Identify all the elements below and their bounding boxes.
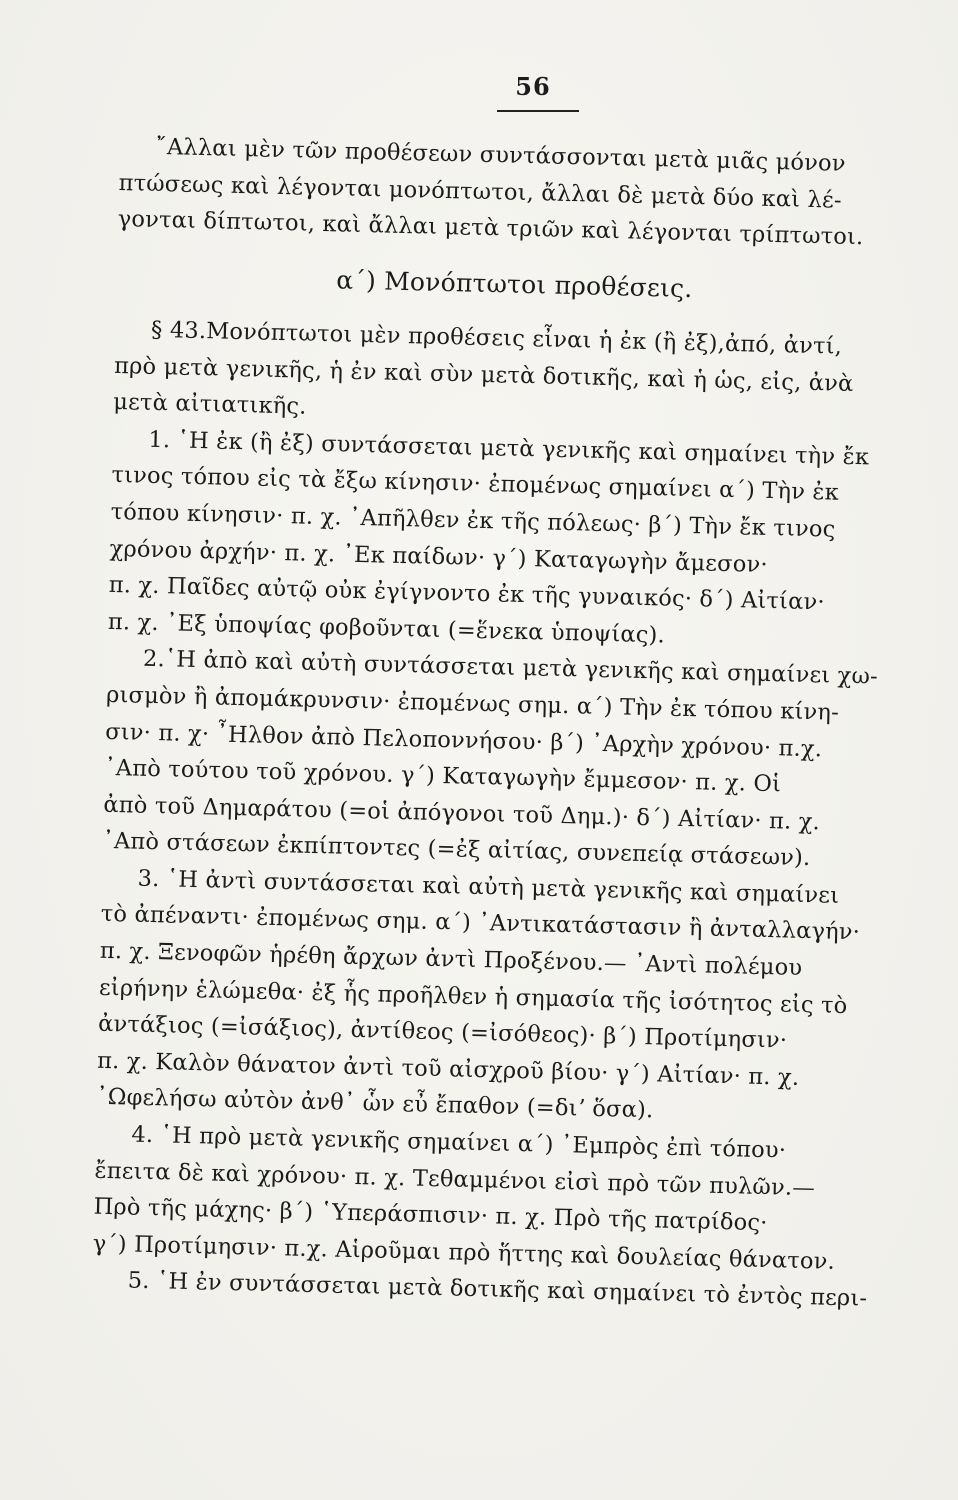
page-number: 56 — [515, 72, 551, 101]
text-line: ἀντάξιος (=ἰσάξιος), ἀντίθεος (=ἰσόθεος)· β΄) Προτίμησιν· — [97, 1010, 788, 1054]
text-line: τὸ ἀπέναντι· ἐπομένως σημ. α΄) ᾿Αντικατάστασιν ἢ ἀνταλλαγήν· — [100, 901, 861, 946]
text-line: τινος τόπου εἰς τὰ ἔξω κίνησιν· ἐπομένως σημαίνει α΄) Τὴν ἐκ — [111, 462, 840, 507]
text-line: γ΄) Προτίμησιν· π.χ. Αἱροῦμαι πρὸ ἥττης καὶ δουλείας θάνατον. — [92, 1230, 836, 1275]
text-line: μετὰ αἰτιατικῆς. — [112, 389, 307, 420]
text-line: ῎Αλλαι μὲν τῶν προθέσεων συντάσσονται μετὰ μιᾶς μόνον — [155, 133, 847, 177]
item-3-start: 3. ῾Η ἀντὶ συντάσσεται καὶ αὐτὴ μετὰ γενικῆς καὶ σημαίνει — [137, 865, 840, 909]
text-line: π. χ. Ξενοφῶν ἡρέθη ἄρχων ἀντὶ Προξένου.— ᾿Αντὶ πολέμου — [99, 937, 803, 981]
text-line: τόπου κίνησιν· π. χ. ᾿Απῆλθεν ἐκ τῆς πόλεως· β΄) Τὴν ἔκ τινος — [110, 498, 836, 543]
text-line: πρὸ μετὰ γενικῆς, ἡ ἐν καὶ σὺν μετὰ δοτικῆς, καὶ ἡ ὡς, εἰς, ἀνὰ — [113, 352, 854, 397]
text-line: ᾿Απὸ στάσεων ἐκπίπτοντες (=ἐξ αἰτίας, συνεπείᾳ στάσεων). — [102, 828, 811, 872]
text-line: εἰρήνην ἑλώμεθα· ἐξ ἧς προῆλθεν ἡ σημασία τῆς ἰσότητος εἰς τὸ — [98, 974, 848, 1019]
text-line: ἔπειτα δὲ καὶ χρόνου· π. χ. Τεθαμμένοι εἰσὶ πρὸ τῶν πυλῶν.— — [94, 1157, 816, 1201]
text-line: ᾿Ωφελήσω αὐτὸν ἀνθ᾿ ὧν εὖ ἔπαθον (=διʼ ὅσα). — [95, 1084, 654, 1124]
text-line: ἀπὸ τοῦ Δημαράτου (=οἱ ἀπόγονοι τοῦ Δημ.)· δ΄) Αἰτίαν· π. χ. — [103, 791, 821, 835]
text-line: π. χ. Παῖδες αὐτῷ οὐκ ἐγίγνοντο ἐκ τῆς γυναικός· δ΄) Αἰτίαν· — [108, 571, 826, 616]
page-number-rule — [497, 110, 579, 112]
item-5-start: 5. ῾Η ἐν συντάσσεται μετὰ δοτικῆς καὶ σημαίνει τὸ ἐντὸς περι- — [127, 1267, 868, 1313]
text-line: π. χ. Καλὸν θάνατον ἀντὶ τοῦ αἰσχροῦ βίου· γ΄) Αἰτίαν· π. χ. — [96, 1047, 800, 1091]
body-text — [91, 128, 911, 1318]
text-line: σιν· π. χ· ῏Ηλθον ἀπὸ Πελοποννήσου· β΄) ᾿Αρχὴν χρόνου· π.χ. — [104, 718, 823, 762]
text-line: ᾿Απὸ τούτου τοῦ χρόνου. γ΄) Καταγωγὴν ἔμμεσον· π. χ. Οἱ — [104, 754, 782, 798]
text-line: ρισμὸν ἢ ἀπομάκρυνσιν· ἐπομένως σημ. α΄) Τὴν ἐκ τόπου κίνη- — [105, 681, 840, 726]
text-line: Πρὸ τῆς μάχης· β΄) ῾Υπεράσπισιν· π. χ. Πρὸ τῆς πατρίδος· — [93, 1193, 768, 1237]
item-1-start: 1. ῾Η ἐκ (ἢ ἐξ) συντάσσεται μετὰ γενικῆς καὶ σημαίνει τὴν ἔκ — [148, 426, 870, 471]
text-line: π. χ. ᾿Εξ ὑποψίας φοβοῦνται (=ἕνεκα ὑποψίας). — [107, 608, 666, 649]
text-line: πτώσεως καὶ λέγονται μονόπτωτοι, ἄλλαι δὲ μετὰ δύο καὶ λέ- — [118, 169, 843, 214]
item-2-start: 2.῾Η ἀπὸ καὶ αὐτὴ συντάσσεται μετὰ γενικῆς καὶ σημαίνει χω- — [142, 646, 879, 690]
paragraph-43-start: § 43.Μονόπτωτοι μὲν προθέσεις εἶναι ἡ ἐκ (ἢ ἐξ),ἀπό, ἀντί, — [150, 316, 843, 360]
text-line: γονται δίπτωτοι, καὶ ἄλλαι μετὰ τριῶν καὶ λέγονται τρίπτωτοι. — [117, 206, 864, 251]
item-4-start: 4. ῾Η πρὸ μετὰ γενικῆς σημαίνει α΄) ᾿Εμπρὸς ἐπὶ τόπου· — [131, 1121, 787, 1164]
section-heading: α΄) Μονόπτωτοι προθέσεις. — [336, 265, 693, 303]
text-line: χρόνου ἀρχήν· π. χ. ᾿Εκ παίδων· γ΄) Καταγωγὴν ἄμεσον· — [109, 535, 769, 578]
